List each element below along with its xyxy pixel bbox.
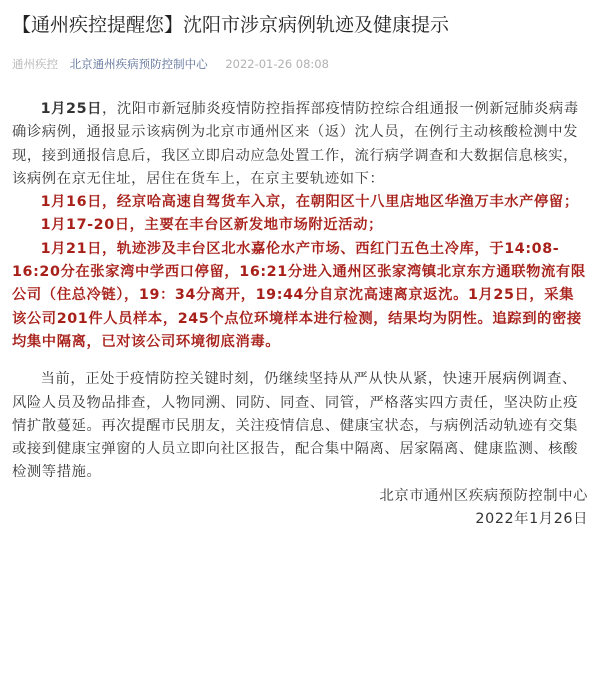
trail-item: 1月16日，经京哈高速自驾货车入京，在朝阳区十八里店地区华渔万丰水产停留； — [40, 194, 579, 211]
article-body — [12, 98, 588, 531]
trail-item: 1月17-20日，主要在丰台区新发地市场附近活动； — [40, 217, 383, 234]
advice-paragraph: 当前，正处于疫情防控关键时刻，仍继续坚持从严从快从紧，快速开展病例调查、风险人员及物品排查，人物同溯、同防、同查、同管，严格落实四方责任，坚决防止疫情扩散蔓延。再次提醒市民朋友，关注疫情信息、健康宝状态，与病例活动轨迹有交集或接到健康宝弹窗的人员立即向社区报告，配合集中隔离、居家隔离、健康监测、核酸检测等措施。 — [12, 371, 579, 481]
signature: 北京市通州区疾病预防控制中心 — [379, 487, 588, 504]
intro-date: 1月25日 — [40, 101, 103, 117]
signature-date: 2022年1月26日 — [475, 511, 588, 528]
article-title: 【通州疾控提醒您】沈阳市涉京病例轨迹及健康提示 — [12, 14, 450, 36]
intro-text: ，沈阳市新冠肺炎疫情防控指挥部疫情防控综合组通报一例新冠肺炎病毒确诊病例，通报显示该病例为北京市通州区来（返）沈人员，在例行主动核酸检测中发现，接到通报信息后，我区立即启动应急处置工作，流行病学调查和大数据信息核实，该病例在京无住址，居住在货车上，在京主要轨迹如下： — [12, 101, 579, 187]
article-meta — [12, 56, 329, 72]
account-name: 通州疾控 — [12, 57, 58, 71]
trail-item: 1月21日，轨迹涉及丰台区北水嘉伦水产市场、西红门五色土冷库，于14:08-16:20分在张家湾中学西口停留，16:21分进入通州区张家湾镇北京东方通联物流有限公司（住总冷链），19：34分离开，19:44分自京沈高速离京返沈。1月25日，采集该公司201件人员样本，245个点位环境样本进行检测，结果均为阴性。追踪到的密接均集中隔离，已对该公司环境彻底消毒。 — [12, 240, 586, 350]
paragraph-gap — [12, 354, 588, 368]
intro-paragraph — [12, 98, 588, 191]
publish-time: 2022-01-26 08:08 — [225, 57, 329, 71]
author-link[interactable]: 北京通州疾病预防控制中心 — [69, 57, 208, 71]
